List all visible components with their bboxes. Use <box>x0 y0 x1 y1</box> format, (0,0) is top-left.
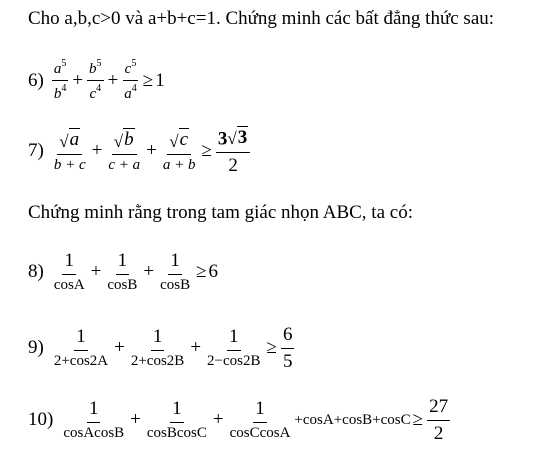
sum-terms: +cosA+cosB+cosC <box>294 411 411 428</box>
problem-number: 6) <box>28 69 44 91</box>
rhs: 6 <box>208 261 219 283</box>
fraction: √ a b + c <box>53 129 86 174</box>
rhs-fraction: $\frac{27}{2}$ <box>429 396 449 444</box>
fraction: $\frac{c^5}{a^4}$ <box>124 58 137 103</box>
problem-9: 9) $\frac{1}{2+\cos 2A}$ + $\frac{1}{2+\cos 2B}$ + $\frac{1}{2-\cos 2B}$ ≥ $\frac{6}{5}$ <box>28 324 293 372</box>
rhs-fraction: $\frac{6}{5}$ <box>282 324 293 372</box>
problem-number: 7) <box>28 140 44 162</box>
fraction: $\frac{1}{\cos B}$ <box>107 250 138 293</box>
fraction: $\frac{1}{\cos B}$ <box>160 250 191 293</box>
fraction: $\frac{a^5}{b^4}$ <box>53 58 67 103</box>
fraction: $\frac{1}{2-\cos 2B}$ <box>207 326 261 370</box>
rhs: 1 <box>155 69 165 91</box>
fraction: $\frac{1}{2+\cos 2A}$ <box>53 326 109 370</box>
fraction: $\frac{b^5}{c^4}$ <box>89 58 102 103</box>
rhs-fraction: 3 √ 3 2 <box>216 126 250 177</box>
section-heading: Chứng minh rằng trong tam giác nhọn ABC, ta có: <box>28 202 413 223</box>
fraction: $\frac{1}{\text{cosAcosB}}$ <box>63 398 125 442</box>
intro-text: Cho a,b,c>0 và a+b+c=1. Chứng minh các bất đẳng thức sau: <box>28 8 495 29</box>
fraction: $\frac{1}{\text{cosCcosA}}$ <box>229 398 291 442</box>
fraction: $\frac{1}{\text{cosBcosC}}$ <box>146 398 207 442</box>
fraction: $\frac{1}{\cos A}$ <box>53 250 85 293</box>
problem-number: 8) <box>28 261 44 283</box>
problem-7: 7) √ a b + c + √ b c + a + √ c a + b ≥ 3 √ 3 2 <box>28 126 252 177</box>
problem-8: 8) $\frac{1}{\cos A}$ + $\frac{1}{\cos B}$ + $\frac{1}{\cos B}$ ≥ 6 <box>28 250 219 293</box>
fraction: $\frac{1}{2+\cos 2B}$ <box>130 326 185 370</box>
problem-6: 6) $\frac{a^5}{b^4}$ + $\frac{b^5}{c^4}$ + $\frac{c^5}{a^4}$ ≥ 1 <box>28 58 165 103</box>
fraction: √ b c + a <box>108 129 141 174</box>
fraction: √ c a + b <box>162 129 196 174</box>
problem-10: 10) $\frac{1}{\text{cosAcosB}}$ + $\frac{1}{\text{cosBcosC}}$ + $\frac{1}{\text{cosCcosA}}$ +cosA+cosB+cosC ≥ $\frac{27}{2}$ <box>28 396 449 444</box>
problem-number: 10) <box>28 409 54 431</box>
problem-number: 9) <box>28 337 44 359</box>
